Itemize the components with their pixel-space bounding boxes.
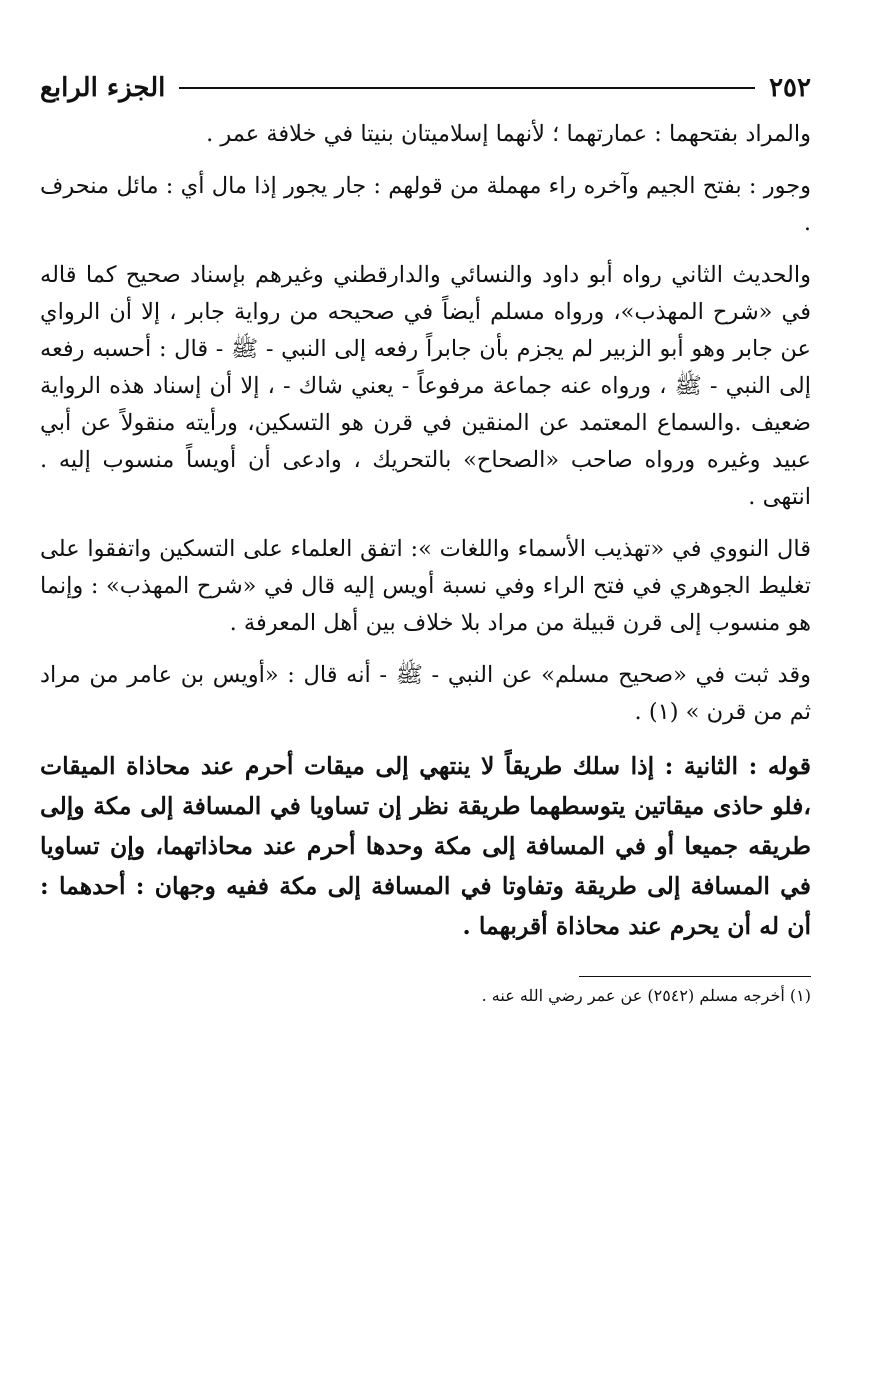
footnote-rule bbox=[579, 976, 811, 977]
paragraph: وجور : بفتح الجيم وآخره راء مهملة من قولهم : جار يجور إذا مال أي : مائل منحرف . bbox=[40, 173, 811, 236]
footnote: (١) أخرجه مسلم (٢٥٤٢) عن عمر رضي الله عنه . bbox=[481, 986, 811, 1005]
paragraph: قال النووي في «تهذيب الأسماء واللغات »: اتفق العلماء على التسكين واتفقوا على تغليط الجوهري في فتح الراء وفي نسبة أويس إليه قال في «شرح المهذب» : وإنما هو منسوب إلى قرن قبيلة من مراد بلا خلاف بين أهل المعرفة . bbox=[40, 536, 811, 636]
paragraph: وقد ثبت في «صحيح مسلم» عن النبي - ﷺ - أنه قال : «أويس بن عامر من مراد ثم من قرن » (١) . bbox=[40, 662, 811, 725]
bold-paragraph: قوله : الثانية : إذا سلك طريقاً لا ينتهي إلى ميقات أحرم عند محاذاة الميقات ،فلو حاذى ميقاتين يتوسطهما طريقة نظر إن تساويا في المسافة إلى مكة وإلى طريقه جميعا أو في المسافة إلى مكة وحدها أحرم عند محاذاتهما، وإن تساويا في المسافة إلى طريقة وتفاوتا في المسافة إلى مكة ففيه وجهان : أحدهما : أن له أن يحرم عند محاذاة أقربهما . bbox=[40, 752, 811, 940]
paragraph: والحديث الثاني رواه أبو داود والنسائي والدارقطني وغيرهم بإسناد صحيح كما قاله في «شرح المهذب»، ورواه مسلم أيضاً في صحيحه من رواية جابر ، إلا أن الرواي عن جابر وهو أبو الزبير لم يجزم بأن جابراً رفعه إلى النبي - ﷺ - قال : أحسبه رفعه إلى النبي - ﷺ ، ورواه عنه جماعة مرفوعاً - يعني شاك - ، إلا أن إسناد هذه الرواية ضعيف .والسماع المعتمد عن المنقين في قرن هو التسكين، ورأيته منقولاً عن أبي عبيد وغيره ورواه صاحب «الصحاح» بالتحريك ، وادعى أن أويساً منسوب إليه . انتهى . bbox=[40, 262, 811, 510]
page-header bbox=[40, 68, 811, 108]
part-title: الجزء الرابع bbox=[40, 73, 166, 103]
paragraph: والمراد بفتحهما : عمارتهما ؛ لأنهما إسلاميتان بنيتا في خلافة عمر . bbox=[206, 121, 811, 147]
header-rule bbox=[179, 87, 755, 89]
page-number: ٢٥٢ bbox=[769, 73, 811, 103]
